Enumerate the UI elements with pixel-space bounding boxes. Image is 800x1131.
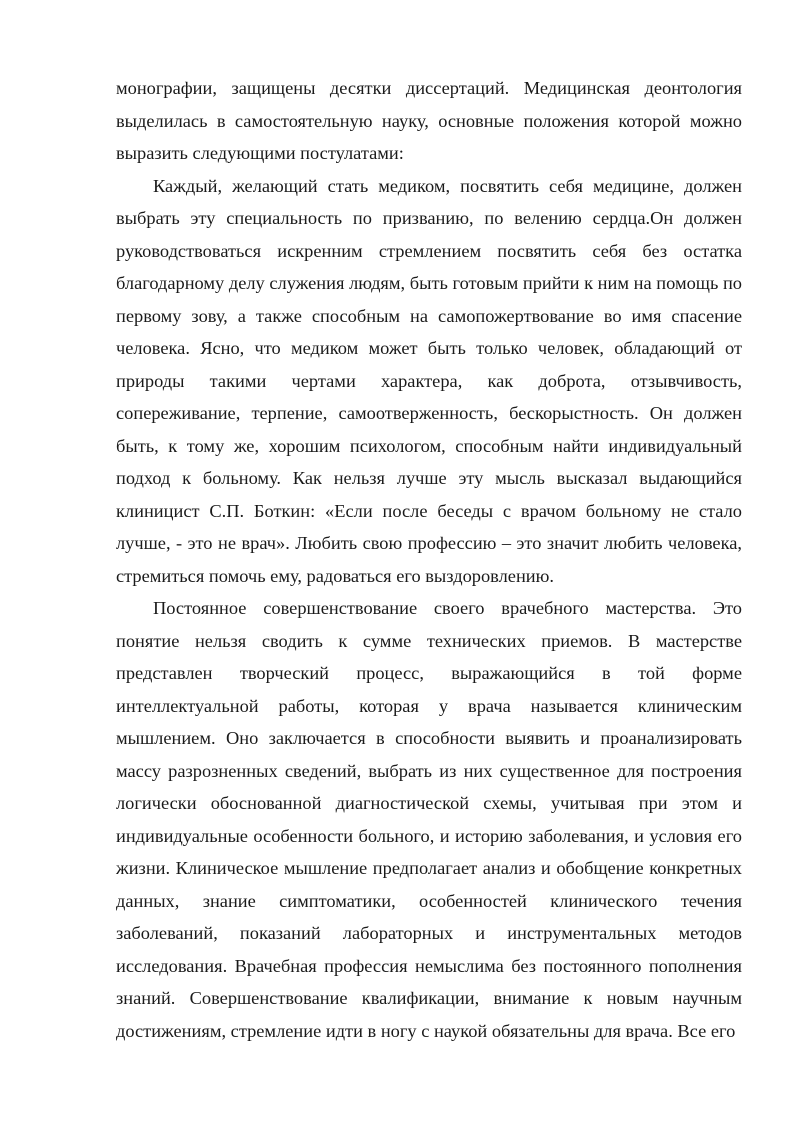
paragraph-vocation: Каждый, желающий стать медиком, посвятить себя медицине, должен выбрать эту специальность по призванию, по велению сердца.Он должен руководствоваться искренним стремлением посвятить себя без остатка благодарному делу служения людям, быть готовым прийти к ним на помощь по первому зову, а также способным на самопожертвование во имя спасение человека. Ясно, что медиком может быть только человек, обладающий от природы такими чертами характера, как доброта, отзывчивость, сопереживание, терпение, самоотверженность, бескорыстность. Он должен быть, к тому же, хорошим психологом, способным найти индивидуальный подход к больному. Как нельзя лучше эту мысль высказал выдающийся клиницист С.П. Боткин: «Если после беседы с врачом больному не стало лучше, - это не врач». Любить свою профессию – это значит любить человека, стремиться помочь ему, радоваться его выздоровлению. xyxy=(116,175,742,586)
paragraph-mastery: Постоянное совершенствование своего врачебного мастерства. Это понятие нельзя сводить к сумме технических приемов. В мастерстве представлен творческий процесс, выражающийся в той форме интеллектуальной работы, которая у врача называется клиническим мышлением. Оно заключается в способности выявить и проанализировать массу разрозненных сведений, выбрать из них существенное для построения логически обоснованной диагностической схемы, учитывая при этом и индивидуальные особенности больного, и историю заболевания, и условия его жизни. Клиническое мышление предполагает анализ и обобщение конкретных данных, знание симптоматики, особенностей клинического течения заболеваний, показаний лабораторных и инструментальных методов исследования. Врачебная профессия немыслима без постоянного пополнения знаний. Совершенствование квалификации, внимание к новым научным достижениям, стремление идти в ногу с наукой обязательны для врача. Все его xyxy=(116,598,742,1041)
body-text xyxy=(116,72,742,1047)
paragraph-continuation: монографии, защищены десятки диссертаций. Медицинская деонтология выделилась в самостоятельную науку, основные положения которой можно выразить следующими постулатами: xyxy=(116,78,742,163)
